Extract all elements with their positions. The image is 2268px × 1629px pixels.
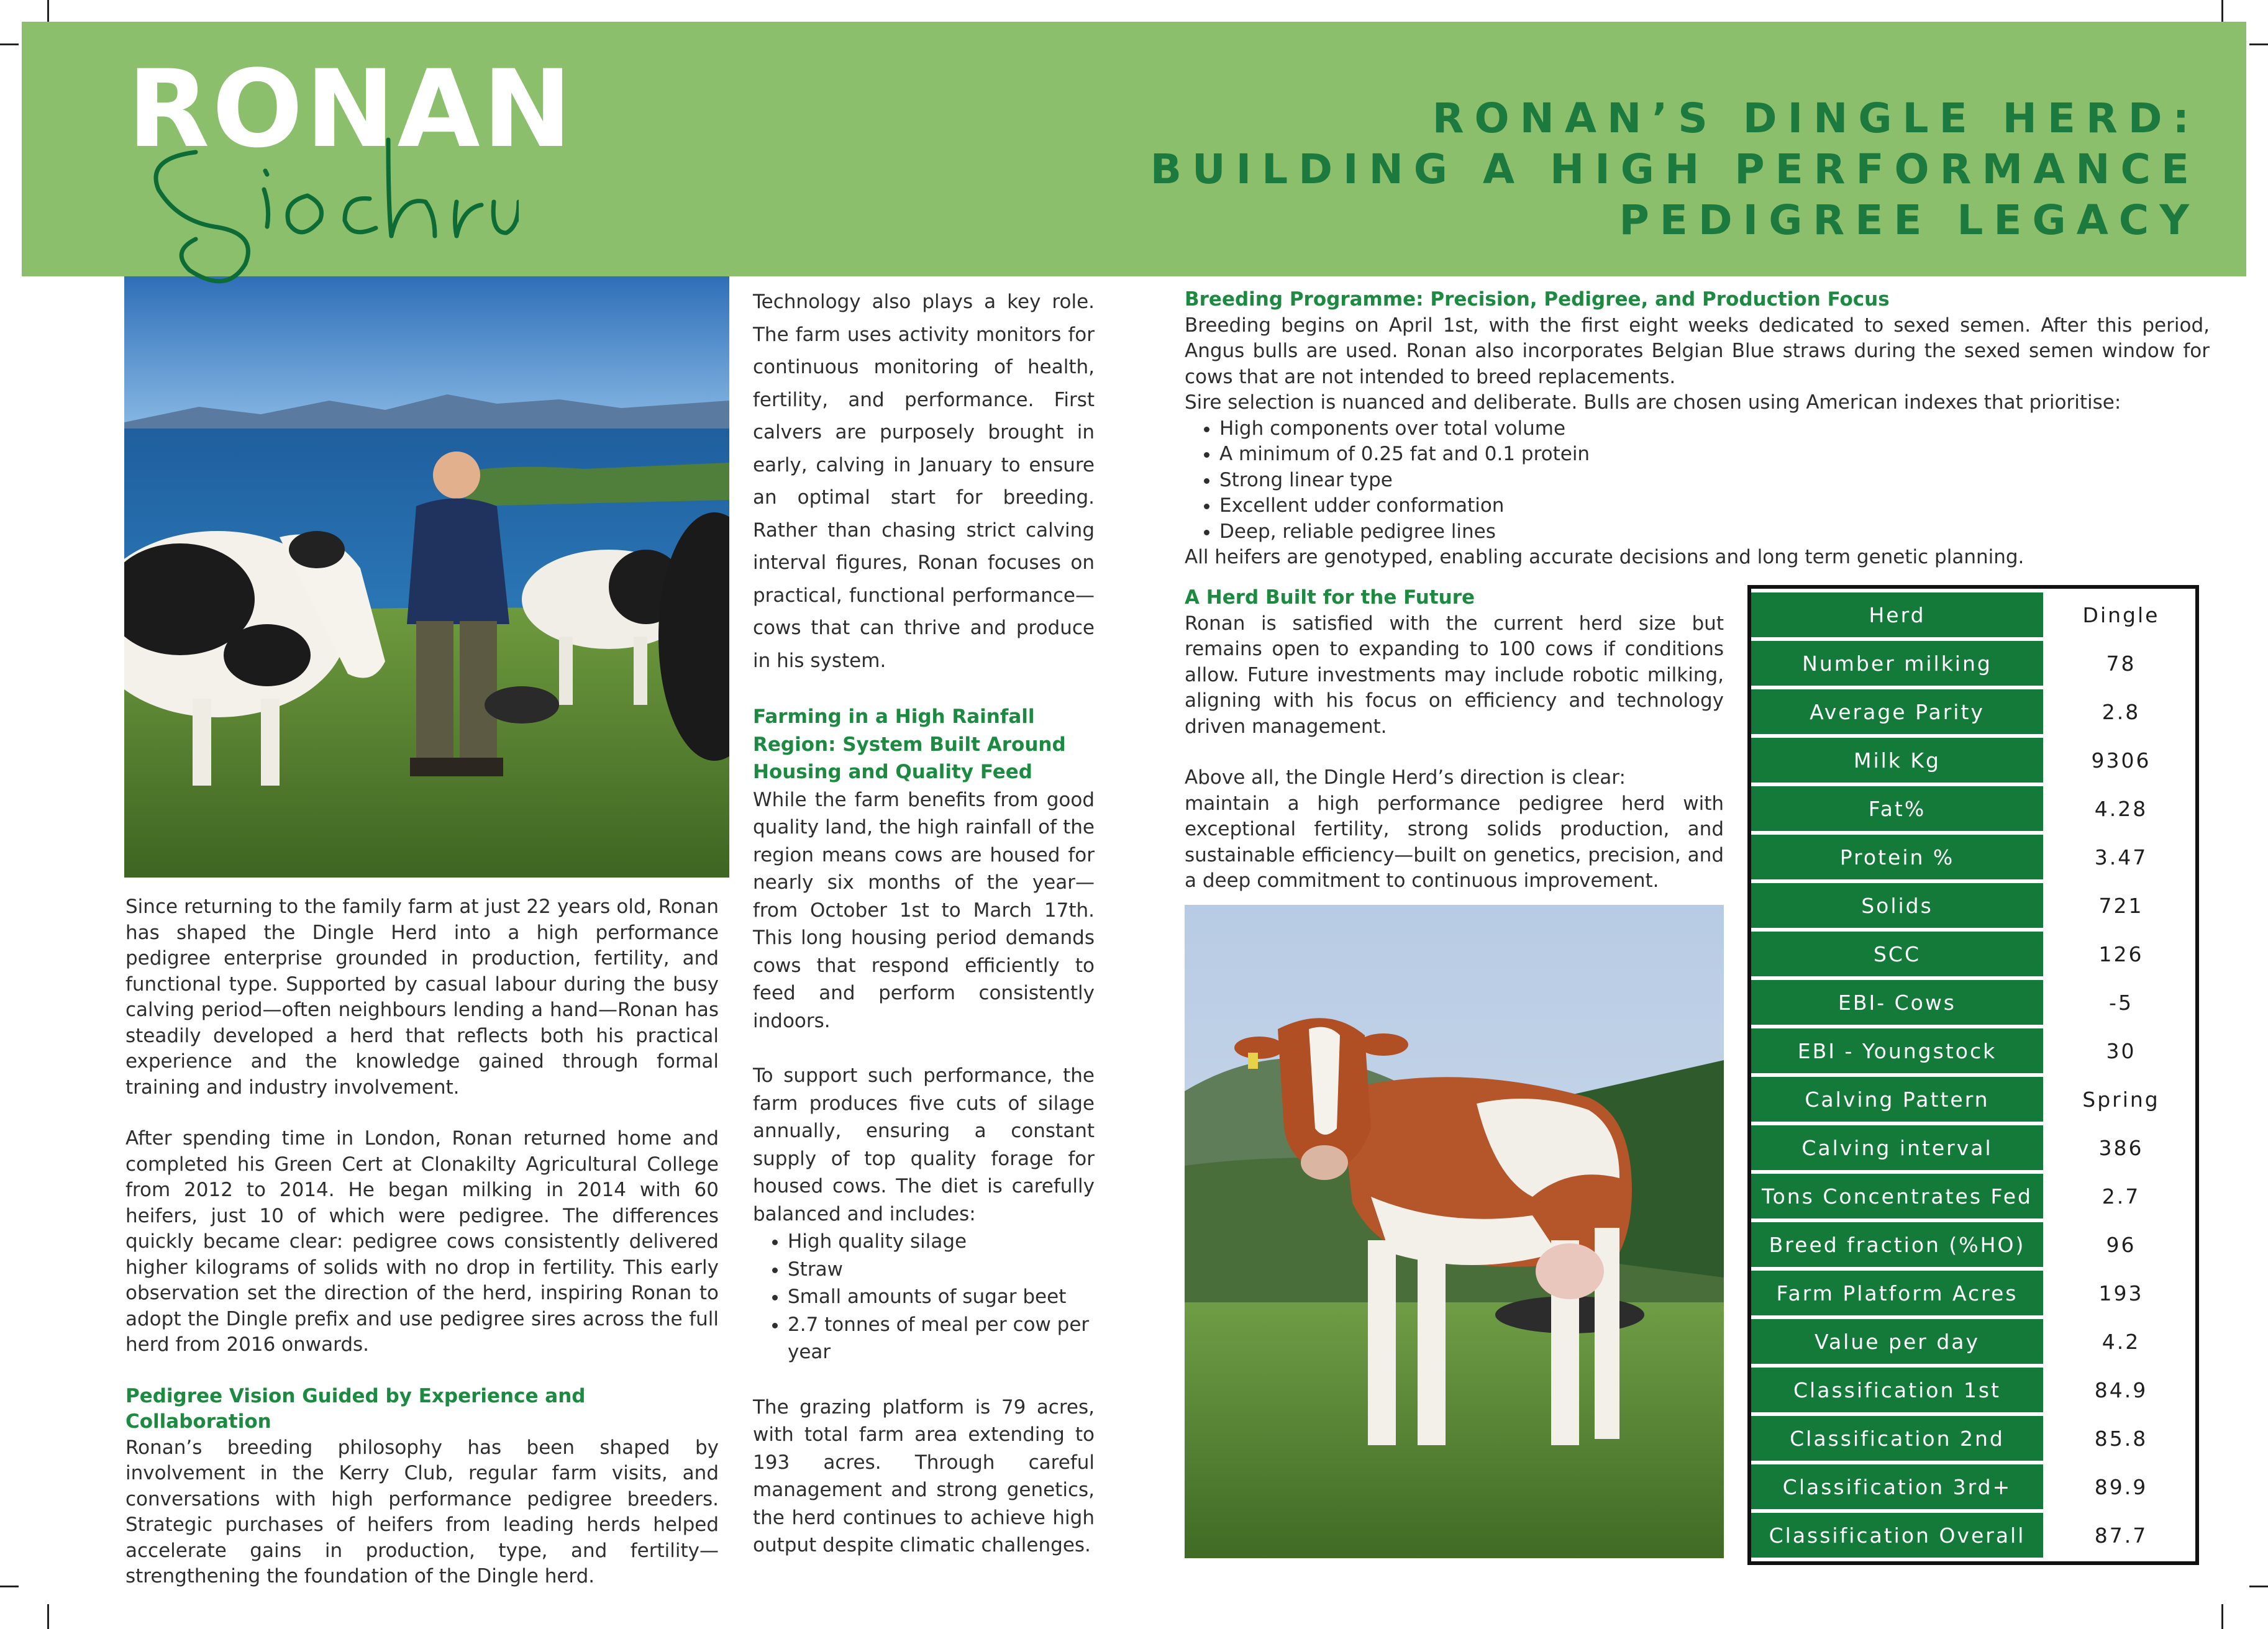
herd-stats-table: [1747, 585, 2199, 1565]
crop-mark: [2249, 1586, 2268, 1587]
stat-label: Classification 3rd+: [1751, 1464, 2047, 1509]
table-row: [1751, 1464, 2195, 1509]
column-2: [753, 286, 1095, 1559]
crop-mark: [0, 43, 19, 45]
logo-script-signature: [121, 65, 519, 301]
stat-label: Classification Overall: [1751, 1513, 2047, 1558]
stat-label: SCC: [1751, 932, 2047, 976]
crop-mark: [0, 1586, 19, 1587]
table-row: [1751, 883, 2195, 928]
list-item: • Straw: [788, 1256, 1095, 1284]
section-heading: A Herd Built for the Future: [1185, 586, 1475, 609]
stat-value: 2.8: [2047, 689, 2195, 734]
table-row: [1751, 980, 2195, 1025]
stat-value: 89.9: [2047, 1464, 2195, 1509]
paragraph: Above all, the Dingle Herd’s direction is clear:: [1185, 766, 1626, 789]
paragraph: To support such performance, the farm produces five cuts of silage annually, ensuring a constant supply of top quality forage for housed cows. The diet is carefully balanced and includes:: [753, 1064, 1095, 1225]
ayrshire-cow-photo: [1185, 905, 1724, 1558]
section-heading: Farming in a High Rainfall Region: System Built Around Housing and Quality Feed: [753, 706, 1066, 783]
stat-label: Calving Pattern: [1751, 1077, 2047, 1122]
stat-value: 9306: [2047, 738, 2195, 783]
table-row: [1751, 932, 2195, 976]
stat-value: 96: [2047, 1222, 2195, 1267]
stat-value: 193: [2047, 1271, 2195, 1315]
table-row: [1751, 641, 2195, 686]
stat-value: 78: [2047, 641, 2195, 686]
table-row: [1751, 1125, 2195, 1170]
paragraph: Sire selection is nuanced and deliberate. Bulls are chosen using American indexes that prioritise:: [1185, 391, 2121, 414]
stat-value: 126: [2047, 932, 2195, 976]
paragraph: While the farm benefits from good quality land, the high rainfall of the region means cows are housed for nearly six months of the year—from October 1st to March 17th. This long housing period demands cows that respond efficiently to feed and perform consistently indoors.: [753, 788, 1095, 1032]
table-row: [1751, 1077, 2195, 1122]
stat-value: -5: [2047, 980, 2195, 1025]
list-item: • High quality silage: [788, 1228, 1095, 1256]
table-row: [1751, 592, 2195, 637]
page-title: [1150, 93, 2200, 246]
paragraph: maintain a high performance pedigree herd with exceptional fertility, strong solids production, and sustainable efficiency—built on genetics, precision, and a deep commitment to continuous improvement.: [1185, 792, 1724, 892]
table-row: [1751, 738, 2195, 783]
stat-label: Tons Concentrates Fed: [1751, 1174, 2047, 1218]
paragraph: Breeding begins on April 1st, with the first eight weeks dedicated to sexed semen. After this period, Angus bulls are used. Ronan also incorporates Belgian Blue straws during the sexed semen window for cows that are not intended to breed replacements.: [1185, 314, 2210, 388]
stat-value: 721: [2047, 883, 2195, 928]
stat-value: 3.47: [2047, 835, 2195, 879]
stat-label: Herd: [1751, 592, 2047, 637]
logo-wordmark: RONAN: [127, 47, 575, 171]
column-1: [125, 894, 719, 1590]
list-item: • Strong linear type: [1219, 468, 2210, 494]
stat-label: Farm Platform Acres: [1751, 1271, 2047, 1315]
farmer-with-cows-photo: [124, 276, 729, 878]
sire-criteria-list: [1185, 416, 2210, 545]
table-row: [1751, 1028, 2195, 1073]
stat-value: 2.7: [2047, 1174, 2195, 1218]
stat-label: Classification 1st: [1751, 1368, 2047, 1412]
crop-mark: [47, 0, 49, 25]
list-item: • Deep, reliable pedigree lines: [1219, 519, 2210, 545]
stat-value: 4.28: [2047, 786, 2195, 831]
stat-value: 386: [2047, 1125, 2195, 1170]
stat-label: Milk Kg: [1751, 738, 2047, 783]
stat-label: Value per day: [1751, 1319, 2047, 1364]
crop-mark: [47, 1604, 49, 1629]
table-row: [1751, 1271, 2195, 1315]
paragraph: Ronan is satisfied with the current herd size but remains open to expanding to 100 cows if conditions allow. Future investments may include robotic milking, aligning with his focus on efficiency and technology driven management.: [1185, 612, 1724, 738]
paragraph: Ronan’s breeding philosophy has been shaped by involvement in the Kerry Club, regular farm visits, and conversations with high performance pedigree breeders. Strategic purchases of heifers from leading herds helped accelerate gains in production, type, and fertility—strengthening the foundation of the Dingle herd.: [125, 1436, 719, 1587]
crop-mark: [2221, 0, 2223, 25]
paragraph: All heifers are genotyped, enabling accurate decisions and long term genetic planning.: [1185, 546, 2024, 568]
stat-label: Fat%: [1751, 786, 2047, 831]
table-row: [1751, 1416, 2195, 1461]
crop-mark: [2221, 1604, 2223, 1629]
table-row: [1751, 1319, 2195, 1364]
stat-value: Dingle: [2047, 592, 2195, 637]
stat-label: Solids: [1751, 883, 2047, 928]
stat-value: 4.2: [2047, 1319, 2195, 1364]
stat-label: EBI - Youngstock: [1751, 1028, 2047, 1073]
list-item: • Excellent udder conformation: [1219, 493, 2210, 519]
table-row: [1751, 786, 2195, 831]
diet-list: [753, 1228, 1095, 1366]
stat-value: 87.7: [2047, 1513, 2195, 1558]
crop-mark: [2249, 43, 2268, 45]
list-item: • Small amounts of sugar beet: [788, 1283, 1095, 1311]
stat-label: Breed fraction (%HO): [1751, 1222, 2047, 1267]
column-3-middle: [1185, 585, 1724, 894]
stat-value: 84.9: [2047, 1368, 2195, 1412]
stat-label: Protein %: [1751, 835, 2047, 879]
table-row: [1751, 835, 2195, 879]
stat-label: EBI- Cows: [1751, 980, 2047, 1025]
section-heading: Pedigree Vision Guided by Experience and Collaboration: [125, 1384, 586, 1433]
column-3-top: [1185, 287, 2210, 571]
paragraph: Technology also plays a key role. The farm uses activity monitors for continuous monitoring of health, fertility, and performance. First calvers are purposely brought in early, calving in January to ensure an optimal start for breeding. Rather than chasing strict calving interval figures, Ronan focuses on practical, functional performance—cows that can thrive and produce in his system.: [753, 291, 1095, 672]
table-row: [1751, 1368, 2195, 1412]
paragraph: After spending time in London, Ronan returned home and completed his Green Cert at Clonakilty Agricultural College from 2012 to 2014. He began milking in 2014 with 60 heifers, just 10 of which were pedigree. The differences quickly became clear: pedigree cows consistently delivered higher kilograms of solids with no drop in fertility. This early observation set the direction of the herd, inspiring Ronan to adopt the Dingle prefix and use pedigree sires across the full herd from 2016 onwards.: [125, 1127, 719, 1356]
title-line: PEDIGREE LEGACY: [1619, 196, 2200, 244]
stat-value: 30: [2047, 1028, 2195, 1073]
list-item: • 2.7 tonnes of meal per cow per year: [788, 1311, 1095, 1366]
table-row: [1751, 689, 2195, 734]
table-row: [1751, 1222, 2195, 1267]
title-line: BUILDING A HIGH PERFORMANCE: [1150, 145, 2200, 193]
title-line: RONAN’S DINGLE HERD:: [1432, 94, 2200, 142]
stat-value: Spring: [2047, 1077, 2195, 1122]
table-row: [1751, 1174, 2195, 1218]
list-item: • High components over total volume: [1219, 416, 2210, 442]
paragraph: Since returning to the family farm at just 22 years old, Ronan has shaped the Dingle Herd into a high performance pedigree enterprise grounded in production, fertility, and functional type. Supported by casual labour during the busy calving period—often neighbours lending a hand—Ronan has steadily developed a herd that reflects both his practical experience and the knowledge gained through formal training and industry involvement.: [125, 896, 719, 1099]
stat-label: Number milking: [1751, 641, 2047, 686]
list-item: • A minimum of 0.25 fat and 0.1 protein: [1219, 442, 2210, 468]
paragraph: The grazing platform is 79 acres, with total farm area extending to 193 acres. Through careful management and strong genetics, the herd continues to achieve high output despite climatic challenges.: [753, 1395, 1095, 1556]
stat-label: Average Parity: [1751, 689, 2047, 734]
table-row: [1751, 1513, 2195, 1558]
section-heading: Breeding Programme: Precision, Pedigree, and Production Focus: [1185, 288, 1890, 311]
stat-label: Calving interval: [1751, 1125, 2047, 1170]
stat-value: 85.8: [2047, 1416, 2195, 1461]
stat-label: Classification 2nd: [1751, 1416, 2047, 1461]
